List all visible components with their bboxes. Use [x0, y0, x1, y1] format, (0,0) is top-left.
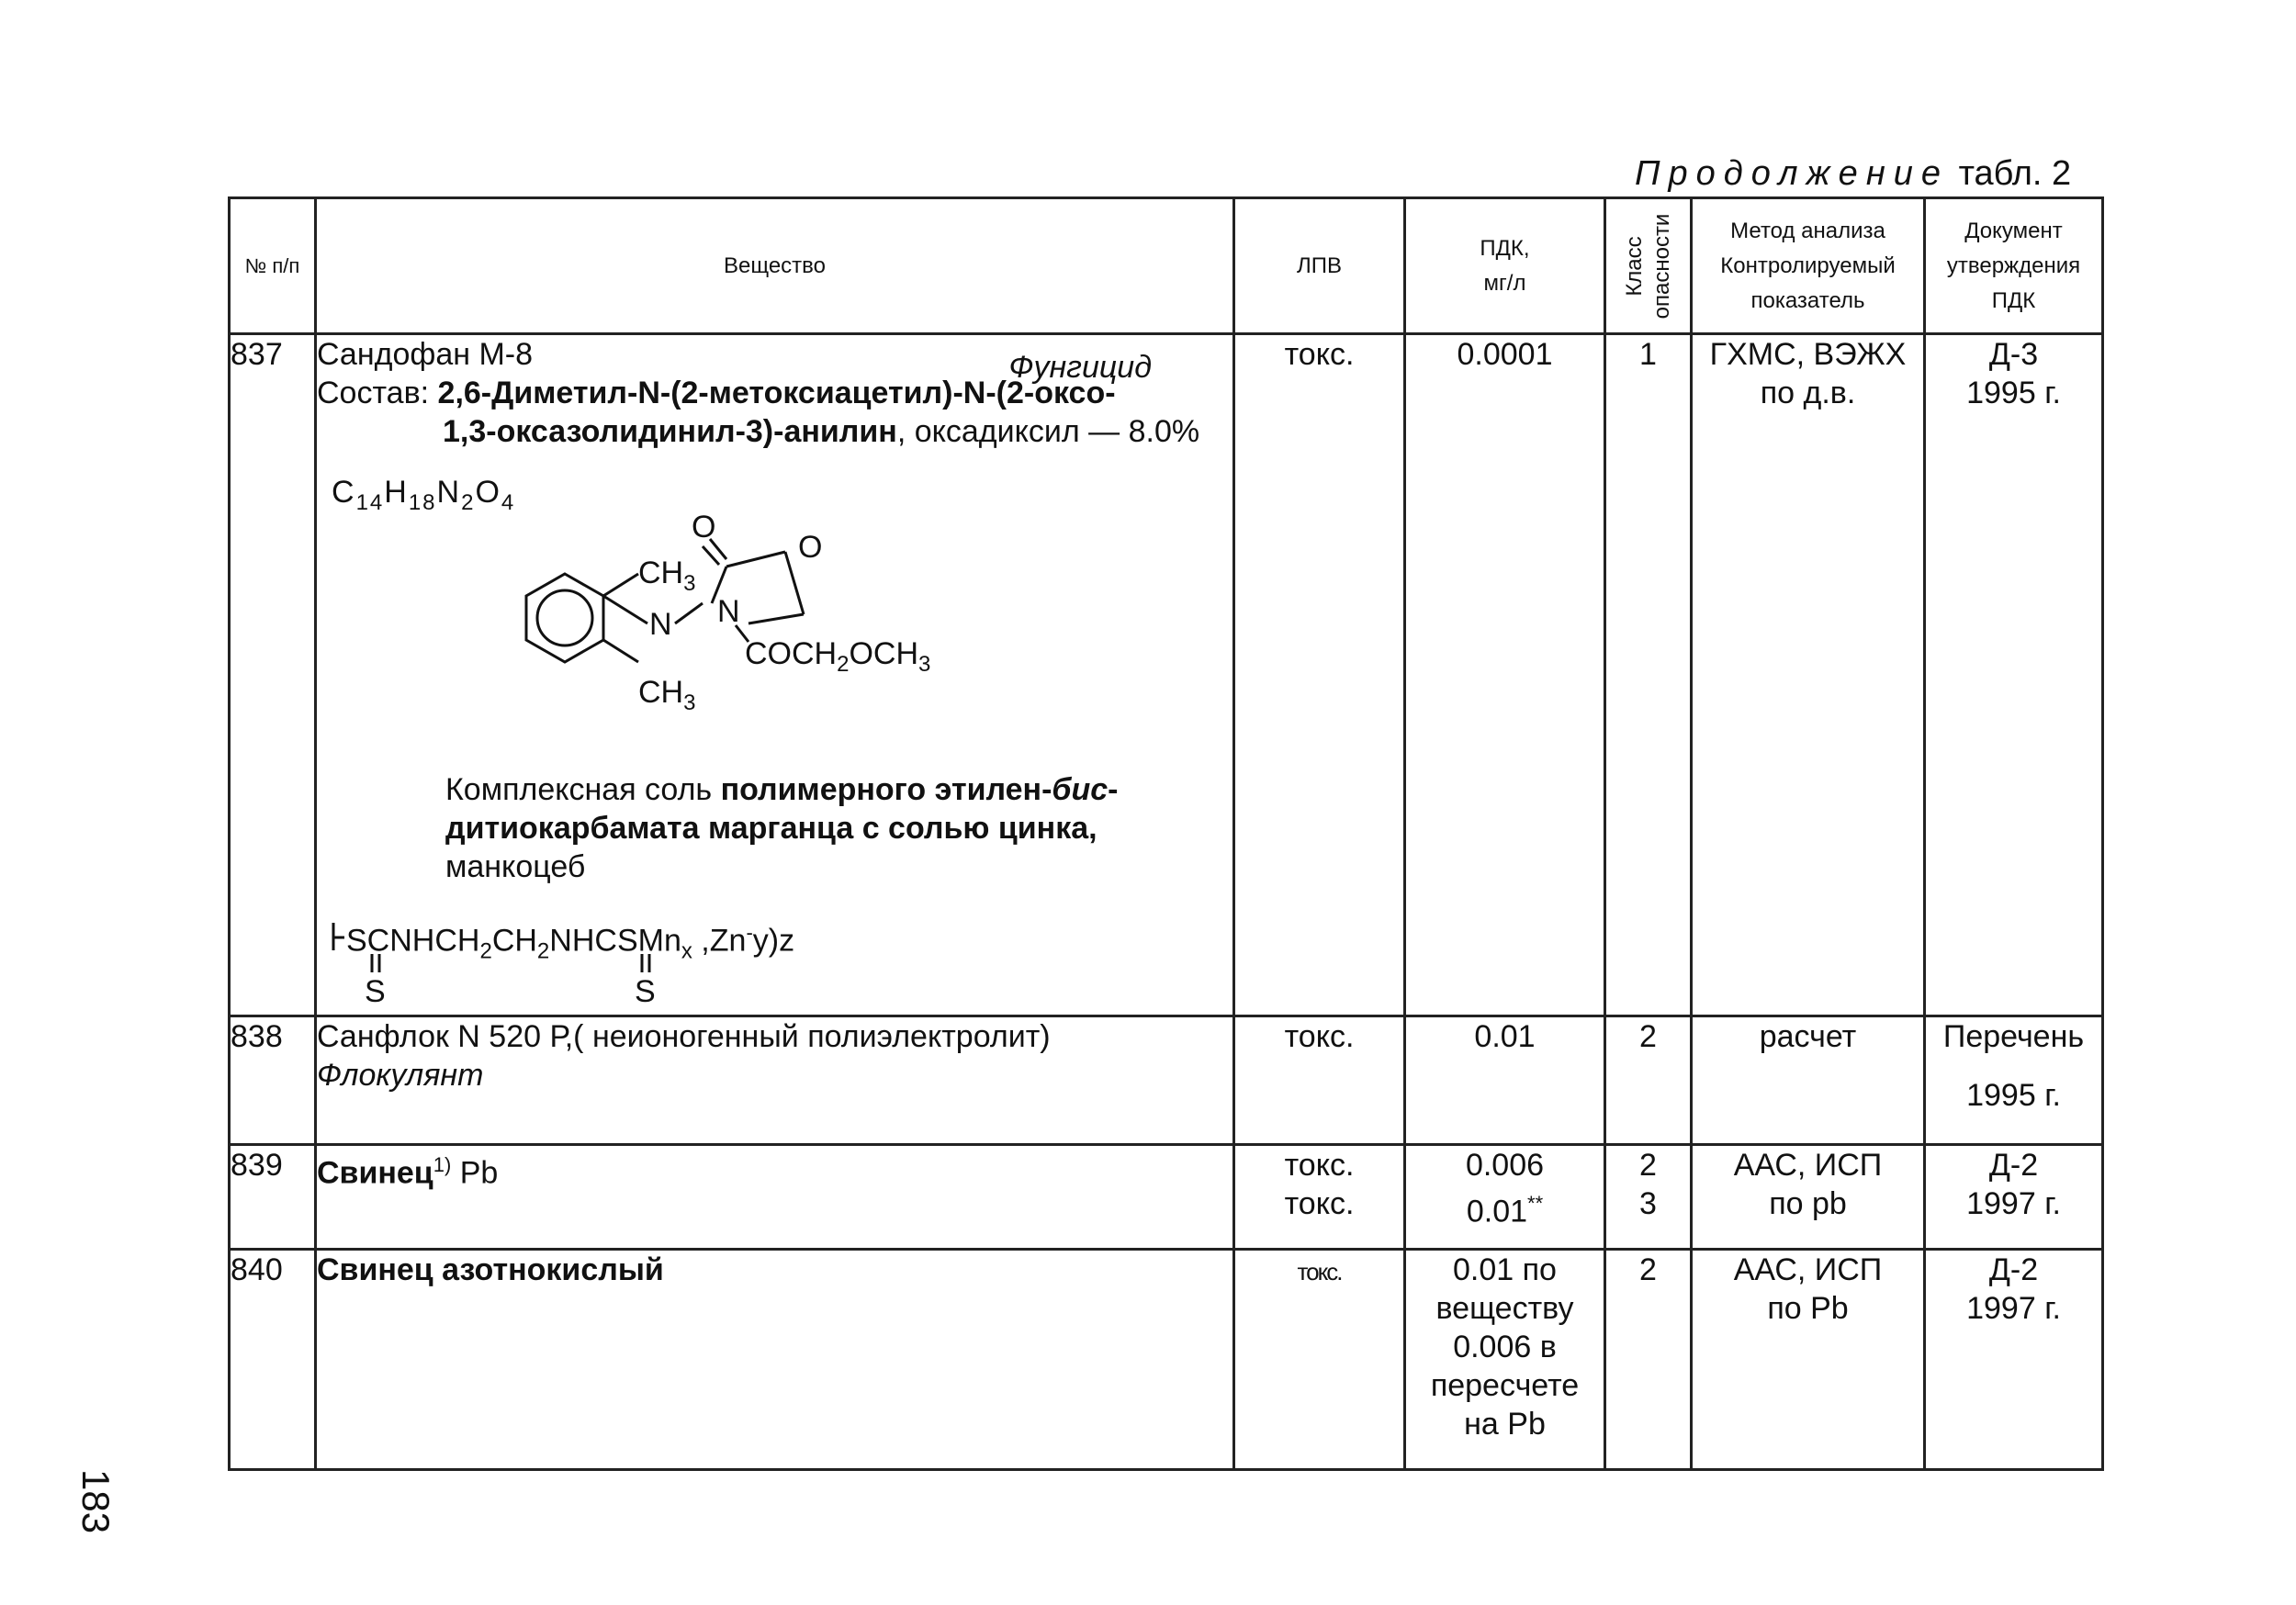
header-substance: Вещество [316, 198, 1234, 334]
composition-label: Состав: [317, 376, 430, 410]
formula-c: C [332, 475, 356, 510]
table-caption [1635, 154, 2296, 194]
header-doc [1925, 198, 2103, 334]
atom-n-ring: N [717, 594, 740, 629]
formula-c-count: 14 [355, 490, 385, 515]
substance-type: Фунгицид [1008, 350, 1152, 385]
doc-line2: 1997 г. [1966, 1186, 2061, 1221]
doc-cell [1925, 1016, 2103, 1145]
pdk-line1: 0.006 [1465, 1148, 1545, 1183]
lpv-value: токс. [1297, 1258, 1342, 1285]
class-cell: 2 [1605, 1250, 1692, 1470]
doc-line2: 1995 г. [1966, 376, 2061, 410]
method-line1: ААС, ИСП [1733, 1252, 1883, 1287]
formula-h: H [384, 475, 409, 510]
method-cell [1692, 1145, 1925, 1250]
doc-cell [1925, 1145, 2103, 1250]
substance-footnote: 1) [433, 1153, 452, 1176]
header-class-line1: Класс [1621, 235, 1647, 297]
table-row [230, 334, 2103, 1016]
caption-continuation: Продолжение [1635, 154, 1949, 193]
substance-cell [316, 1016, 1234, 1145]
pdk-line3: 0.006 в [1453, 1330, 1557, 1364]
mancozeb-line2: дитиокарбамата марганца с солью цинка, [445, 811, 1097, 846]
doc-line2: 1997 г. [1966, 1291, 2061, 1326]
structural-formula-mancozeb [317, 914, 1232, 1015]
method-line1: ГХМС, ВЭЖХ [1709, 337, 1907, 372]
doc-line1: Перечень [1942, 1019, 2085, 1054]
header-class-text [1621, 213, 1676, 319]
pdk-line5: на Pb [1464, 1407, 1546, 1442]
atom-n-main: N [649, 607, 672, 642]
row-number: 838 [230, 1016, 316, 1145]
table-row [230, 1250, 2103, 1470]
header-lpv: ЛПВ [1234, 198, 1405, 334]
page-number: 183 [74, 1469, 118, 1534]
group-ch3-bottom: $CH_3$ [638, 675, 696, 715]
header-doc-line1: Документ [1964, 218, 2063, 243]
method-line2: по pb [1769, 1186, 1847, 1221]
substance-table [228, 196, 2104, 1471]
header-method [1692, 198, 1925, 334]
atom-o-ring: O [798, 530, 823, 565]
table-row [230, 1016, 2103, 1145]
doc-line1: Д-2 [1988, 1148, 2039, 1183]
header-method-line3: показатель [1750, 287, 1865, 313]
method-line2: по Pb [1767, 1291, 1849, 1326]
atom-o-top: O [692, 510, 716, 544]
mancozeb-chain: $SCNHCH_2CH_2NHCSMn_x$ ,Zn-y)z [346, 921, 795, 964]
substance-symbol: Pb [451, 1155, 499, 1191]
doc-line2: 1995 г. [1966, 1078, 2061, 1113]
class-cell: 1 [1605, 334, 1692, 1016]
pdk-cell: 0.0001 [1405, 334, 1605, 1016]
class-line2: 3 [1639, 1186, 1657, 1221]
substance-cell [316, 334, 1234, 1016]
formula-o: O [475, 475, 501, 510]
formula-h-count: 18 [408, 490, 437, 515]
substance-name: Сандофан М-8 [317, 337, 534, 372]
mancozeb-line3: манкоцеб [445, 849, 586, 884]
method-cell [1692, 1250, 1925, 1470]
mancozeb-line1: Комплексная соль полимерного этилен-бис- [445, 772, 1119, 807]
table-row [230, 1145, 2103, 1250]
lpv-line2: токс. [1284, 1186, 1355, 1221]
lpv-cell: токс. [1234, 1016, 1405, 1145]
header-pdk [1405, 198, 1605, 334]
class-cell: 2 [1605, 1016, 1692, 1145]
lpv-cell [1234, 1145, 1405, 1250]
pdk-line2: 0.01** [1466, 1192, 1544, 1229]
mancozeb-s1: S [365, 974, 386, 1009]
mancozeb-s2: S [635, 974, 656, 1009]
header-num: № п/п [230, 198, 316, 334]
lpv-cell [1234, 1250, 1405, 1470]
pdk-line4: пересчете [1430, 1368, 1580, 1403]
group-side-chain: $COCH_2OCH_3$ [745, 636, 931, 677]
formula-n: N [436, 475, 462, 510]
pdk-line1: 0.01 по [1453, 1252, 1557, 1287]
doc-cell [1925, 1250, 2103, 1470]
header-doc-line3: ПДК [1991, 287, 2036, 313]
row-number: 839 [230, 1145, 316, 1250]
method-line1: ААС, ИСП [1733, 1148, 1883, 1183]
pdk-cell [1405, 1145, 1605, 1250]
mancozeb-description [317, 770, 1232, 886]
header-row [230, 198, 2103, 334]
method-cell [1692, 334, 1925, 1016]
substance-cell [316, 1145, 1234, 1250]
header-pdk-line1: ПДК, [1480, 235, 1530, 261]
composition-line2 [317, 412, 1232, 451]
group-ch3-top: $CH_3$ [638, 556, 696, 596]
structural-formula-oxadixyl [317, 510, 1232, 752]
substance-name: Свинец [317, 1155, 433, 1191]
composition-bold1: 2,6-Диметил-N-(2-метоксиацетил)-N-(2-оксо- [437, 376, 1116, 410]
formula-o-count: 4 [501, 490, 516, 515]
pdk-cell [1405, 1250, 1605, 1470]
formula-n-count: 2 [461, 490, 476, 515]
substance-name: Санфлок N 520 Р,( неионогенный полиэлектролит) [317, 1019, 1051, 1054]
doc-line1: Д-2 [1988, 1252, 2039, 1287]
header-method-line1: Метод анализа [1730, 218, 1885, 243]
pdk-line2: веществу [1435, 1291, 1574, 1326]
pdk-cell: 0.01 [1405, 1016, 1605, 1145]
header-class [1605, 198, 1692, 334]
doc-cell [1925, 334, 2103, 1016]
class-line1: 2 [1639, 1148, 1657, 1183]
row-number: 840 [230, 1250, 316, 1470]
method-cell: расчет [1692, 1016, 1925, 1145]
lpv-line1: токс. [1284, 1148, 1355, 1183]
header-doc-line2: утверждения [1946, 253, 2081, 278]
class-cell [1605, 1145, 1692, 1250]
substance-cell [316, 1250, 1234, 1470]
row-number: 837 [230, 334, 316, 1016]
header-pdk-line2: мг/л [1483, 270, 1526, 296]
header-class-line2: опасности [1649, 213, 1674, 319]
composition-rest: , оксадиксил — 8.0% [896, 414, 1200, 449]
doc-line1: Д-3 [1988, 337, 2039, 372]
substance-name: Свинец азотнокислый [317, 1252, 664, 1287]
caption-table-ref: табл. 2 [1958, 154, 2072, 193]
lpv-cell: токс. [1234, 334, 1405, 1016]
composition-bold2: 1,3-оксазолидинил-3)-анилин [443, 414, 897, 449]
method-line2: по д.в. [1760, 376, 1856, 410]
substance-type: Флокулянт [317, 1058, 484, 1093]
header-method-line2: Контролируемый [1720, 253, 1896, 278]
